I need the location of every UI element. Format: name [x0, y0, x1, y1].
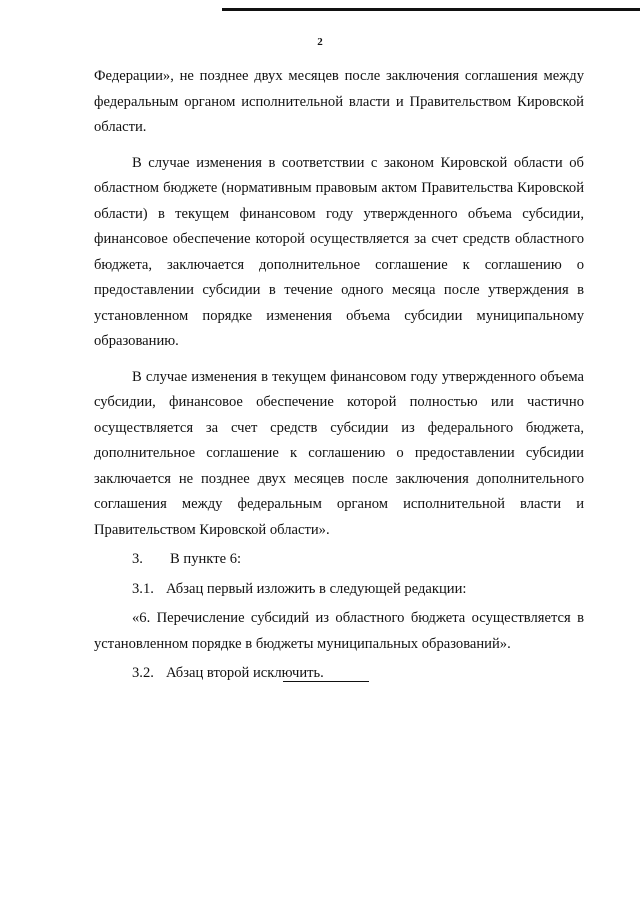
item-text: В пункте 6: [170, 551, 242, 567]
text-line: установленном порядке изменения объема субсидии муниципальному [94, 307, 584, 324]
text-line: финансовое обеспечение которой осуществляется за счет средств областного [94, 231, 584, 247]
text-line: Федерации», не позднее двух месяцев после заключения соглашения между [94, 68, 584, 84]
text-line: области) в текущем финансовом году утвержденного объема субсидии, [94, 205, 584, 222]
text-line: предоставлении субсидии в течение одного месяца после утверждения в [94, 282, 584, 298]
text-line: соглашения между федеральным органом исполнительной власти и [94, 496, 584, 512]
text-line: образованию. [94, 333, 179, 349]
paragraph-federal-subsidy [94, 365, 584, 544]
text-line: федеральным органом исполнительной власти и Правительством Кировской [94, 93, 584, 110]
item-3-2 [94, 661, 584, 687]
paragraph-budget-change [94, 151, 584, 355]
text-line: заключается не позднее двух месяцев после заключения дополнительного [94, 470, 584, 487]
text-line: осуществляется за счет средств субсидии из федерального бюджета, [94, 419, 584, 436]
text-line: «6. Перечисление субсидий из областного бюджета осуществляется в [132, 610, 584, 626]
item-3 [94, 547, 584, 573]
item-number: 3. [132, 551, 143, 567]
text-line: бюджета, заключается дополнительное соглашение к соглашению о [94, 256, 584, 273]
quoted-amendment [94, 606, 584, 657]
end-separator-line [283, 681, 369, 682]
paragraph-continuation [94, 64, 584, 141]
page-number: 2 [317, 36, 323, 48]
text-line: В случае изменения в соответствии с законом Кировской области об [132, 154, 584, 171]
text-line: области. [94, 119, 147, 135]
text-line: субсидии, финансовое обеспечение которой полностью или частично [94, 394, 584, 410]
item-number: 3.1. [132, 580, 154, 597]
text-line: Правительством Кировской области». [94, 521, 330, 538]
text-line: установленном порядке в бюджеты муниципальных образований». [94, 635, 511, 652]
document-body [94, 64, 584, 687]
text-line: В случае изменения в текущем финансовом году утвержденного объема [132, 368, 584, 385]
text-line: областном бюджете (нормативным правовым актом Правительства Кировской [94, 180, 584, 196]
item-text: Абзац первый изложить в следующей редакции: [166, 580, 467, 597]
text-line: дополнительное соглашение к соглашению о предоставлении субсидии [94, 445, 584, 461]
scan-border-line [222, 8, 640, 11]
item-text: Абзац второй исключить. [166, 665, 324, 681]
item-number: 3.2. [132, 665, 154, 681]
item-3-1 [94, 577, 584, 603]
